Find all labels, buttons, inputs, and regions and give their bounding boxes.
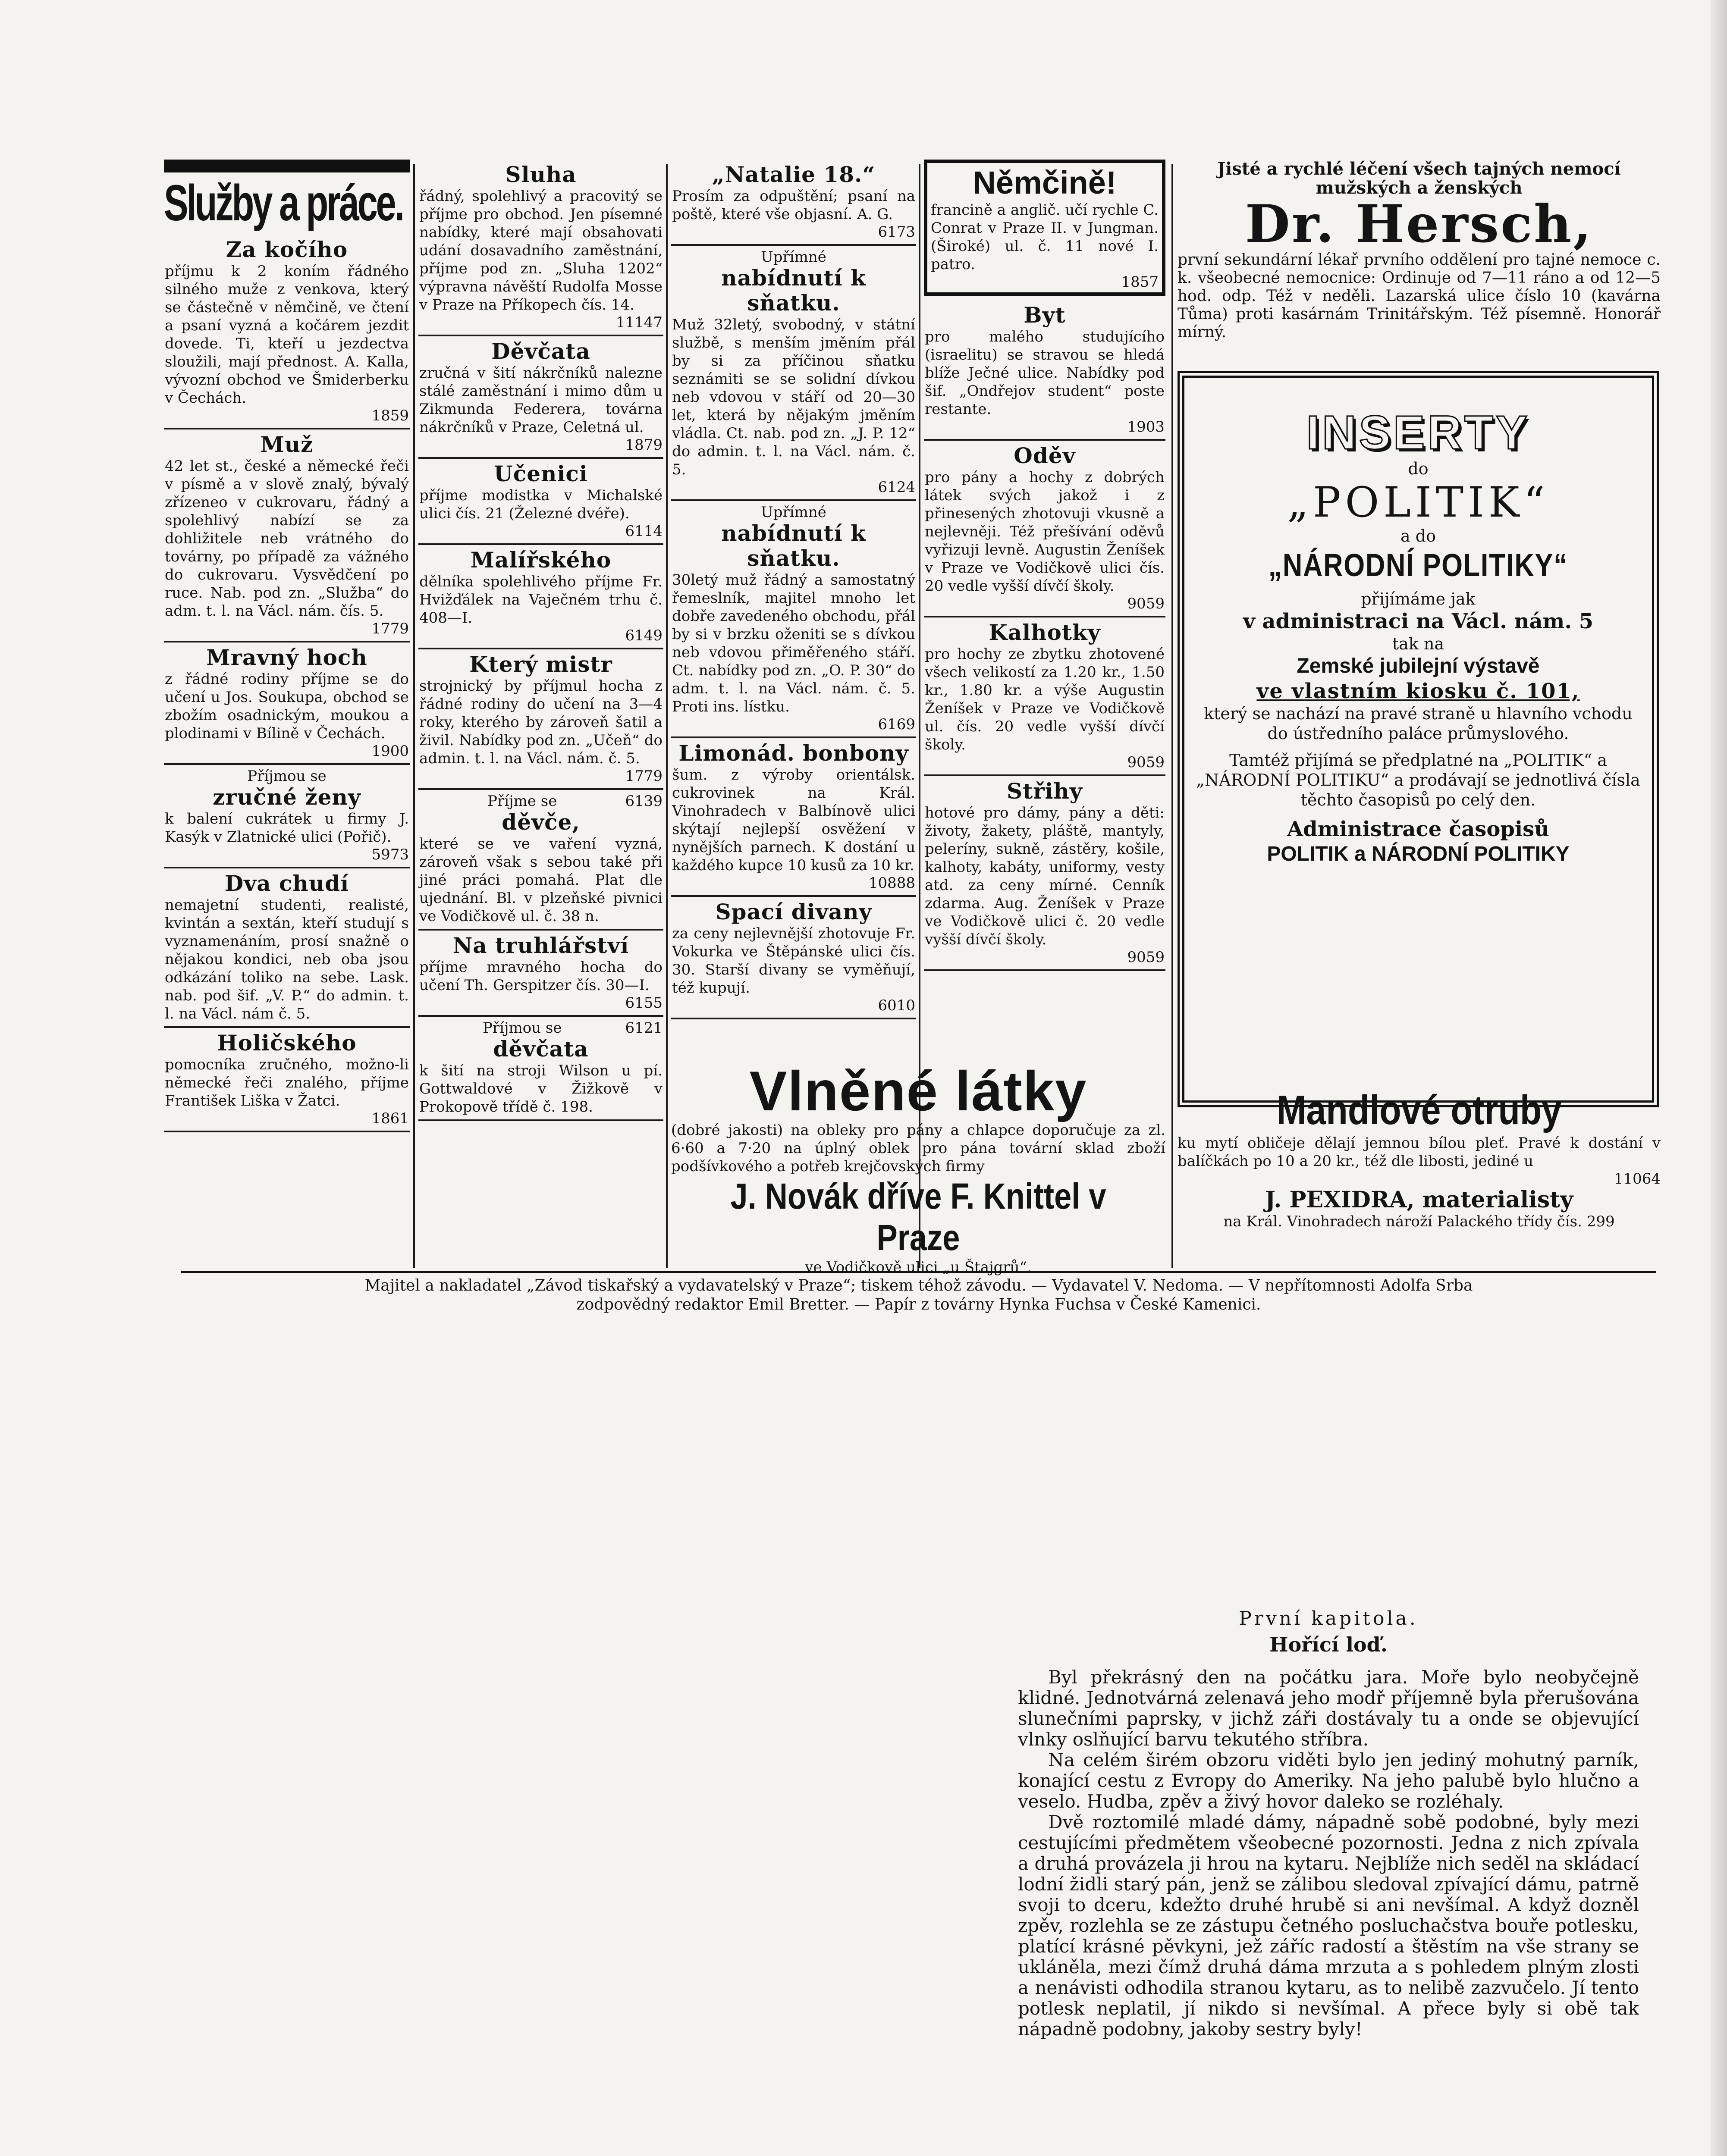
story-paragraph: Byl překrásný den na počátku jara. Moře bylo neobyčejně klidné. Jednotvárná zelenavá jeho modř příjemně byla přerušována slunečními paprsky, v jichž záři dostávaly tu a onde se objevující vlnky oslňující barvu tekutého stříbra. bbox=[1018, 1667, 1639, 1750]
column-divider bbox=[1171, 164, 1173, 1268]
classified-ad bbox=[164, 642, 410, 765]
ad-title: Holičského bbox=[217, 1030, 357, 1056]
ad-title: zručné ženy bbox=[213, 784, 361, 810]
column-divider bbox=[666, 164, 668, 1268]
inserty-predplatne: Tamtéž přijímá se předplatné na „POLITIK“ a „NÁRODNÍ POLITIKU“ a prodávají se jednotlivá čísla těchto časopisů po celý den. bbox=[1196, 751, 1640, 809]
ad-pretitle: Příjmou se bbox=[247, 768, 327, 785]
inserty-nazvy: POLITIK a NÁRODNÍ POLITIKY bbox=[1267, 843, 1570, 865]
inserty-tak-na: tak na bbox=[1392, 634, 1444, 653]
story-paragraph: Dvě roztomilé mladé dámy, nápadně sobě podobné, byly mezi cestujícími předmětem všeobecné pozornosti. Jedna z nich zpívala a druhá provázela ji hrou na kytaru. Nejblíže nich seděl na skládací lodní židli starý pán, jenž se zálibou sledoval zpívající dámu, patrně svoji to dceru, kdežto druhé hrubě si ani nevšímal. A když dozněl zpěv, rozlehla se ze zástupu četného posluchačstva bouře potlesku, platící krásné pěvkyni, jež záříc radostí a štěstím na vše strany se ukláněla, mezi čímž druhá dáma mrzuta a s pohledem plným zlosti a nenávisti odhodila stranou kytaru, as to nelibě zazvučelo. Jí tento potlesk neplatil, jí nikdo si nevšímal. A přece byly si obě tak nápadně podobny, jakoby sestry byly! bbox=[1018, 1811, 1639, 2040]
column-right bbox=[1178, 160, 1661, 1272]
ad-body: první sekundární lékař prvního oddělení pro tajné nemoce c. k. všeobecné nemocnice: Ordinuje od 7—11 ráno a od 12—5 hod. odp. Též v neděli. Lazarská ulice číslo 10 (kavárna Tůma) proti kasárnám Trinitářským. Též písemně. Honorář mírný. bbox=[1178, 251, 1661, 341]
inserty-prijimame: přijímáme jak bbox=[1361, 589, 1476, 608]
ad-title: nabídnutí k sňatku. bbox=[721, 520, 866, 571]
classified-ad bbox=[418, 649, 663, 790]
ad-firm: J. PEXIDRA, materialisty bbox=[1265, 1187, 1573, 1213]
ad-firm: J. Novák dříve F. Knittel v Praze bbox=[730, 1176, 1106, 1258]
inserty-vystava: Zemské jubilejní výstavě bbox=[1297, 655, 1540, 677]
ad-code: 11147 bbox=[615, 314, 663, 331]
classified-ad bbox=[418, 545, 663, 649]
classified-ad bbox=[418, 336, 663, 459]
ad-code: 6173 bbox=[878, 223, 915, 241]
ad-body: zručná v šití nákrčníků nalezne stálé zaměstnání i mimo dům u Zikmunda Federera, továrna nákrčníků v Praze, Celetná ul. bbox=[419, 364, 663, 436]
ad-title: Limonád. bonbony bbox=[678, 740, 909, 766]
classified-ad bbox=[164, 1028, 410, 1132]
ad-title: děvčata bbox=[493, 1036, 589, 1062]
ad-code: 1879 bbox=[625, 436, 663, 454]
ad-body: pro pány a hochy z dobrých látek svých jakož i z přinesených zhotovuji vkusně a nejlevněji. Též přešívání oděvů vyřizuji levně. Augustin Ženíšek v Praze ve Vodičkově ulici čís. 20 vedle vyšší dívčí školy. bbox=[925, 469, 1165, 595]
classified-ad bbox=[418, 790, 663, 931]
column-2-ads bbox=[418, 160, 663, 1121]
classified-ad bbox=[164, 765, 410, 868]
ad-body: nemajetní studenti, realisté, kvintán a sextán, kteří studují s vyznamenáním, prosí snažně o nějakou kondici, neb oba jsou odkázání toliko na sebe. Lask. nab. pod šif. „V. P.“ do admin. t. l. na Václ. nám č. 5. bbox=[165, 896, 409, 1022]
inserty-admin: v administraci na Václ. nám. 5 bbox=[1243, 609, 1594, 633]
classified-ad bbox=[671, 160, 916, 246]
imprint bbox=[181, 1271, 1656, 1314]
ad-code: 11064 bbox=[1614, 1170, 1661, 1188]
ad-body: Prosím za odpuštění; psaní na poště, které vše objasní. A. G. bbox=[672, 188, 915, 223]
narodni-politiky-title: „NÁRODNÍ POLITIKY“ bbox=[1268, 547, 1568, 583]
ad-body: Muž 32letý, svobodný, v státní službě, s menším jměním přál by si za příčinou sňatku seznámiti se se solidní dívkou neb vdovou v stáří od 20—30 let, která by nějakým jměním vládla. Ct. nab. pod zn. „J. P. 12“ do admin. t. l. na Václ. nám. č. 5. bbox=[672, 316, 915, 478]
ad-title: Učenici bbox=[494, 461, 588, 486]
ad-title: Dva chudí bbox=[224, 871, 349, 896]
ad-body: šum. z výroby orientálsk. cukrovinek na Král. Vinohradech v Balbínově ulici skýtají nejlepší osvěžení v nynějších parnech. K dostání u každého kupce 10 kusů za 10 kr. bbox=[672, 766, 915, 874]
classified-ad bbox=[671, 897, 916, 1019]
inserty-kiosek: ve vlastním kiosku č. 101, bbox=[1256, 679, 1580, 703]
ad-address: ve Vodičkově ulici „u Štajgrů“. bbox=[805, 1259, 1032, 1276]
ad-title: Vlněné látky bbox=[749, 1059, 1087, 1122]
ad-title: Střihy bbox=[1007, 778, 1083, 804]
section-title: Služby a práce. bbox=[164, 175, 403, 232]
ad-title: Za kočího bbox=[226, 237, 348, 262]
column-1 bbox=[164, 160, 410, 1272]
ad-title: Byt bbox=[1024, 302, 1066, 328]
ad-code: 1859 bbox=[371, 407, 409, 424]
ad-code: 6121 bbox=[625, 1019, 663, 1037]
ad-body: které se ve vaření vyzná, zároveň však s sebou také při jiné práci pomahá. Plat dle ujednání. Bl. v plzeňské pivnici ve Vodičkově ul. č. 38 n. bbox=[419, 835, 663, 925]
ad-pretitle: Příjme se bbox=[487, 793, 557, 810]
ad-code: 1900 bbox=[371, 743, 409, 760]
ad-title: Malířského bbox=[470, 547, 612, 573]
ad-title: Němčině! bbox=[973, 165, 1117, 201]
ad-address: na Král. Vinohradech nároží Palackého třídy čís. 299 bbox=[1223, 1213, 1615, 1230]
column-4-ads bbox=[924, 300, 1165, 971]
section-rule bbox=[164, 160, 410, 172]
column-2 bbox=[418, 160, 663, 1272]
ad-code: 6010 bbox=[878, 997, 915, 1014]
ad-title: Muž bbox=[260, 432, 314, 457]
classified-ad bbox=[164, 868, 410, 1028]
story-section bbox=[1018, 1608, 1639, 2040]
ad-body: hotové pro dámy, pány a děti: životy, žakety, pláště, mantyly, peleríny, sukně, zástěry, košile, kalhoty, kabáty, uniformy, vesty atd. za ceny mírné. Cenník zdarma. Aug. Ženíšek v Praze ve Vodičkově ulici č. 20 vedle vyšší dívčí školy. bbox=[925, 804, 1165, 948]
ad-code: 1857 bbox=[1121, 273, 1159, 291]
ad-body: za ceny nejlevnější zhotovuje Fr. Vokurka ve Štěpánské ulici čís. 30. Starší divany se vyměňují, též kupují. bbox=[672, 925, 915, 997]
ad-code: 1861 bbox=[371, 1110, 409, 1127]
ad-code: 6139 bbox=[625, 793, 663, 810]
classified-ad bbox=[164, 429, 410, 642]
ad-body: řádný, spolehlivý a pracovitý se příjme pro obchod. Jen písemné nabídky, které mají obsahovati udání dosavadního zaměstnání, příjme pod zn. „Sluha 1202“ výpravna návěští Rudolfa Mosse v Praze na Příkopech čís. 14. bbox=[419, 188, 663, 313]
ad-body: pro malého studujícího (israelitu) se stravou se hledá blíže Ječné ulice. Nabídky pod šif. „Ondřejov student“ poste restante. bbox=[925, 328, 1165, 418]
ad-title: Dr. Hersch, bbox=[1245, 194, 1593, 254]
inserty-kiosek-desc: který se nachází na pravé straně u hlavního vchodu do ústředního paláce průmyslového. bbox=[1204, 704, 1633, 743]
chapter-heading: První kapitola. bbox=[1239, 1608, 1418, 1630]
classified-ad bbox=[418, 160, 663, 336]
ad-body: příjme modistka v Michalské ulici čís. 21 (Železné dvéře). bbox=[419, 487, 663, 522]
ad-body: pomocníka zručného, možno-li německé řeči znalého, příjme František Liška v Žatci. bbox=[165, 1056, 409, 1109]
ad-title: Mandlové otruby bbox=[1276, 1087, 1562, 1133]
imprint-line-2: zodpovědný redaktor Emil Bretter. — Papír z továrny Hynka Fuchsa v České Kamenici. bbox=[576, 1296, 1261, 1313]
ad-body: 42 let st., české a německé řeči v písmě a v slově znalý, bývalý zřízeneo v cukrovaru, řádný a spolehlivý nabízí se za dohližitele neb vrátného do továrny, po případě za vážného do cukrovaru. Vysvědčení po ruce. Nab. pod zn. „Služba“ do adm. t. l. na Václ. nám. čís. 5. bbox=[165, 458, 409, 620]
inserty-title: INSERTY bbox=[1306, 406, 1530, 459]
ad-title: děvče, bbox=[502, 809, 580, 835]
classifieds-area bbox=[164, 160, 1661, 1276]
classified-ad bbox=[671, 501, 916, 738]
ad-body: k šití na stroji Wilson u pí. Gottwaldové v Žižkově v Prokopově třídě č. 198. bbox=[419, 1062, 663, 1116]
classified-ad bbox=[164, 235, 410, 429]
column-divider bbox=[413, 164, 415, 1268]
ad-body: dělníka spolehlivého příjme Fr. Hvižďálek na Vaječném trhu č. 408—I. bbox=[419, 573, 663, 627]
imprint-line-1: Majitel a nakladatel „Závod tiskařský a vydavatelský v Praze“; tiskem téhož závodu. — Vydavatel V. Nedoma. — V nepřítomnosti Adolfa Srba bbox=[364, 1277, 1473, 1294]
ad-body: k balení cukrátek u firmy J. Kasýk v Zlatnické ulici (Pořič). bbox=[165, 810, 409, 846]
ad-title: Děvčata bbox=[491, 338, 590, 364]
inserty-a-do: a do bbox=[1400, 526, 1436, 545]
ad-intro: Jisté a rychlé léčení všech tajných nemocí mužských a ženských bbox=[1217, 160, 1621, 198]
story-paragraph: Na celém širém obzoru viděti bylo jen jediný mohutný parník, konající cestu z Evropy do Ameriky. Na jeho palubě bylo hlučno a veselo. Hudba, zpěv a živý hovor daleko se rozléhaly. bbox=[1018, 1749, 1639, 1812]
ad-code: 9059 bbox=[1127, 754, 1165, 771]
classified-ad bbox=[924, 617, 1165, 776]
vlnene-latky-ad bbox=[671, 1061, 1165, 1276]
ad-title: Na truhlářství bbox=[452, 933, 629, 958]
ad-code: 6149 bbox=[625, 627, 663, 644]
politik-title: „POLITIK“ bbox=[1287, 478, 1549, 526]
column-4 bbox=[924, 160, 1165, 1056]
ad-pretitle: Upřímné bbox=[761, 504, 826, 521]
ad-body: strojnický by příjmul hocha z řádné rodiny do učení na 3—4 roky, kterého by zároveň šatil a živil. Nabídky pod zn. „Učeň“ do admin. t. l. na Václ. nám. č. 5. bbox=[419, 677, 663, 767]
ad-body: francině a anglič. učí rychle C. Conrat v Praze II. v Jungman. (Široké) ul. č. 11 nové I. patro. bbox=[931, 201, 1159, 273]
hersch-ad bbox=[1178, 160, 1661, 342]
column-1-ads bbox=[164, 235, 410, 1132]
ad-code: 5973 bbox=[371, 846, 409, 863]
ad-body: ku mytí obličeje dělají jemnou bílou pleť. Pravé k dostání v balíčkách po 10 a 20 kr., též dle libosti, jediné u bbox=[1178, 1134, 1661, 1170]
inserty-box bbox=[1178, 371, 1659, 1107]
ad-body: příjme mravného hocha do učení Th. Gerspitzer čís. 30—I. bbox=[419, 959, 663, 994]
ad-code: 1903 bbox=[1127, 418, 1165, 436]
page-edge-shadow bbox=[1711, 0, 1727, 2156]
ad-code: 9059 bbox=[1127, 949, 1165, 966]
ad-body: pro hochy ze zbytku zhotovené všech velikostí za 1.20 kr., 1.50 kr., 1.80 kr. a výše Augustin Ženíšek v Praze ve Vodičkově ul. čís. 20 vedle vyšší dívčí školy. bbox=[925, 646, 1165, 753]
ad-code: 6155 bbox=[625, 994, 663, 1012]
ad-code: 1779 bbox=[371, 620, 409, 637]
column-3-ads bbox=[671, 160, 916, 1019]
ad-pretitle: Upřímné bbox=[761, 248, 826, 266]
classified-ad bbox=[924, 441, 1165, 617]
classified-ad bbox=[418, 931, 663, 1017]
ad-title: Sluha bbox=[505, 162, 577, 187]
ad-title: Kalhotky bbox=[989, 620, 1101, 645]
mandlove-otruby-ad bbox=[1178, 1087, 1661, 1231]
ad-code: 10888 bbox=[868, 874, 915, 892]
ad-body: příjmu k 2 koním řádného silného muže z venkova, který se částečně v němčině, ve čtení a psaní vyzná a kočárem jezdit dovede. Ti, kteří u jezdectva sloužili, mají přednost. A. Kalla, vývozní obchod ve Šmiderberku v Čechách. bbox=[165, 263, 409, 407]
classified-ad bbox=[418, 1017, 663, 1121]
ad-body: 30letý muž řádný a samostatný řemeslník, majitel mnoho let dobře zavedeného obchodu, přál by si v brzku oženiti se s dívkou neb vdovou přiměřeného stáří. Ct. nabídky pod zn. „O. P. 30“ do adm. t. l. na Václ. nám. č. 5. Proti ins. lístku. bbox=[672, 571, 915, 715]
inserty-admin-casopisu: Administrace časopisů bbox=[1287, 817, 1550, 841]
ad-title: Mravný hoch bbox=[206, 645, 367, 670]
inserty-do: do bbox=[1408, 459, 1429, 478]
ad-body: (dobré jakosti) na obleky pro pány a chlapce doporučuje za zl. 6·60 a 7·20 na úplný oblek pro pána tovární sklad zboží podšívkového a potřeb krejčovských firmy bbox=[671, 1122, 1165, 1175]
ad-title: nabídnutí k sňatku. bbox=[721, 265, 866, 316]
ad-title: „Natalie 18.“ bbox=[712, 162, 876, 187]
ad-pretitle: Příjmou se bbox=[482, 1019, 562, 1037]
classified-ad bbox=[924, 300, 1165, 441]
ad-title: Který mistr bbox=[469, 652, 612, 677]
ad-body: z řádné rodiny příjme se do učení u Jos. Soukupa, obchod se zbožím osadnickým, moukou a plodinami v Bílině v Čechách. bbox=[165, 671, 409, 742]
ad-code: 6169 bbox=[878, 716, 915, 733]
chapter-title: Hořící loď. bbox=[1269, 1633, 1388, 1656]
ad-code: 6114 bbox=[625, 523, 663, 540]
classified-ad bbox=[671, 738, 916, 897]
classified-ad bbox=[924, 776, 1165, 971]
classified-ad bbox=[671, 246, 916, 501]
ad-code: 6124 bbox=[878, 479, 915, 496]
ad-title: Oděv bbox=[1014, 443, 1076, 468]
ad-code: 9059 bbox=[1127, 595, 1165, 612]
ad-code: 1779 bbox=[625, 768, 663, 785]
ad-title: Spací divany bbox=[715, 899, 872, 924]
nemcine-ad bbox=[924, 160, 1165, 296]
classified-ad bbox=[418, 459, 663, 545]
